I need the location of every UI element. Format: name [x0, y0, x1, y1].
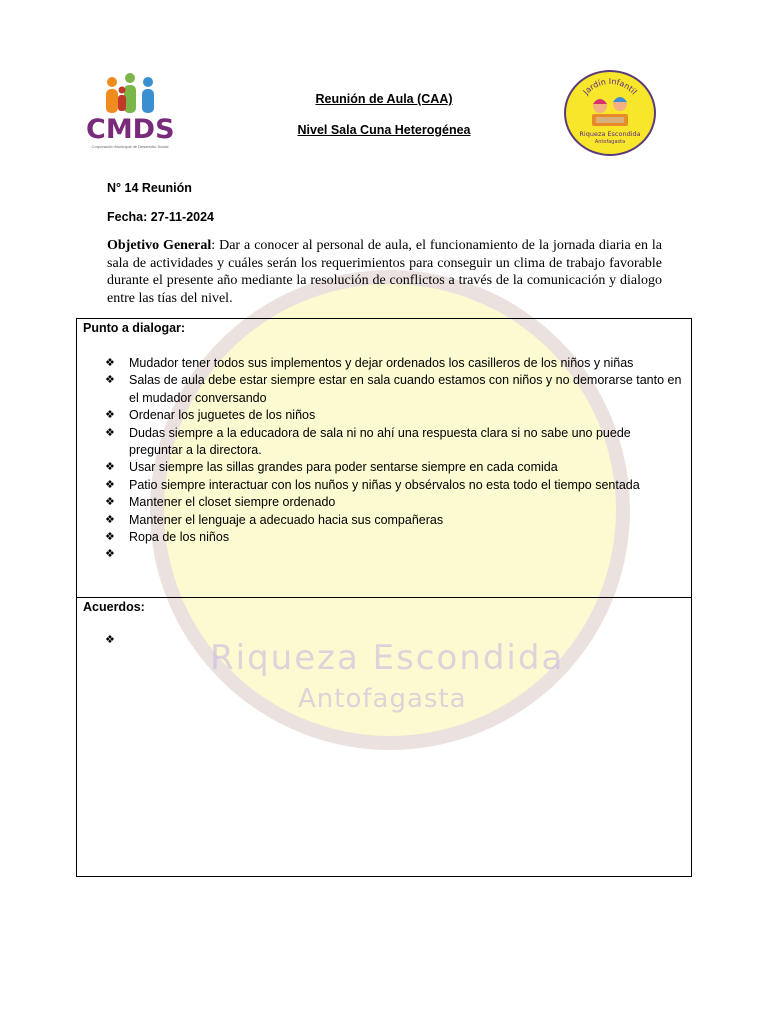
cmds-logo-text: CMDS — [86, 114, 175, 145]
points-list — [105, 355, 685, 561]
diamond-bullet-icon: ❖ — [105, 548, 115, 561]
svg-text:Jardín Infantil — [581, 77, 639, 97]
points-table-cell — [76, 318, 692, 598]
list-item — [105, 425, 685, 460]
list-item-text: Salas de aula debe estar siempre estar en sala cuando estamos con niños y no demorarse tanto en el mudador conversando — [129, 373, 682, 405]
objective-label: Objetivo General — [107, 238, 212, 253]
list-item — [105, 529, 685, 546]
list-item-text: Dudas siempre a la educadora de sala ni no ahí una respuesta clara si no sabe uno puede preguntar a la directora. — [129, 425, 631, 458]
diamond-bullet-icon: ❖ — [105, 531, 115, 544]
list-item-text: Mantener el closet siempre ordenado — [129, 495, 336, 510]
jardin-logo-city-text: Antofagasta — [594, 139, 626, 145]
jardin-infantil-logo — [564, 70, 660, 158]
diamond-bullet-icon: ❖ — [105, 634, 115, 646]
watermark-text-line1: Riqueza Escondida — [210, 638, 565, 678]
jardin-logo-top-text: Jardín Infantil — [581, 76, 639, 97]
jardin-logo-bottom-text: Riqueza Escondida — [579, 130, 641, 138]
list-item — [105, 407, 685, 424]
list-item — [105, 459, 685, 476]
list-item — [105, 372, 685, 407]
watermark-text-line2: Antofagasta — [298, 684, 467, 714]
list-item-text: Ordenar los juguetes de los niños — [129, 408, 316, 423]
agreements-label: Acuerdos: — [83, 600, 145, 614]
document-title: Reunión de Aula (CAA) — [315, 92, 453, 106]
document-subtitle: Nivel Sala Cuna Heterogénea — [297, 123, 471, 137]
diamond-bullet-icon: ❖ — [105, 426, 115, 439]
list-item — [105, 494, 685, 511]
points-label: Punto a dialogar: — [83, 321, 186, 335]
diamond-bullet-icon: ❖ — [105, 409, 115, 422]
diamond-bullet-icon: ❖ — [105, 496, 115, 509]
agreements-table-cell — [76, 597, 692, 877]
diamond-bullet-icon: ❖ — [105, 374, 115, 387]
list-item-text: Patio siempre interactuar con los nuños y niñas y obsérvalos no esta todo el tiempo sentada — [129, 477, 640, 492]
diamond-bullet-icon: ❖ — [105, 461, 115, 474]
diamond-bullet-icon: ❖ — [105, 513, 115, 526]
cmds-logo — [86, 72, 175, 152]
meeting-date: Fecha: 27-11-2024 — [107, 210, 215, 224]
list-item-text: Usar siempre las sillas grandes para poder sentarse siempre en cada comida — [129, 460, 558, 475]
list-item — [105, 477, 685, 494]
people-icon — [100, 72, 160, 116]
objective-paragraph — [107, 237, 662, 307]
list-item-text: Mudador tener todos sus implementos y dejar ordenados los casilleros de los niños y niñas — [129, 356, 634, 370]
objective-text: : Dar a conocer al personal de aula, el funcionamiento de la jornada diaria en la sala de actividades y cuáles serán los requerimientos para conseguir un clima de trabajo favorable durante el presente año mediante la resolución de conflictos a través de la comunicación y dialogo entre las tías del nivel. — [107, 238, 662, 306]
cmds-logo-subtext: Corporación Municipal de Desarrollo Social — [91, 144, 169, 149]
list-item-text: Ropa de los niños — [129, 530, 230, 545]
list-item — [105, 512, 685, 529]
diamond-bullet-icon: ❖ — [105, 478, 115, 491]
meeting-number: N° 14 Reunión — [107, 181, 192, 195]
jardin-logo-art — [564, 70, 656, 156]
diamond-bullet-icon: ❖ — [105, 357, 115, 369]
list-item-text: Mantener el lenguaje a adecuado hacia sus compañeras — [129, 512, 444, 527]
list-item — [105, 355, 685, 372]
